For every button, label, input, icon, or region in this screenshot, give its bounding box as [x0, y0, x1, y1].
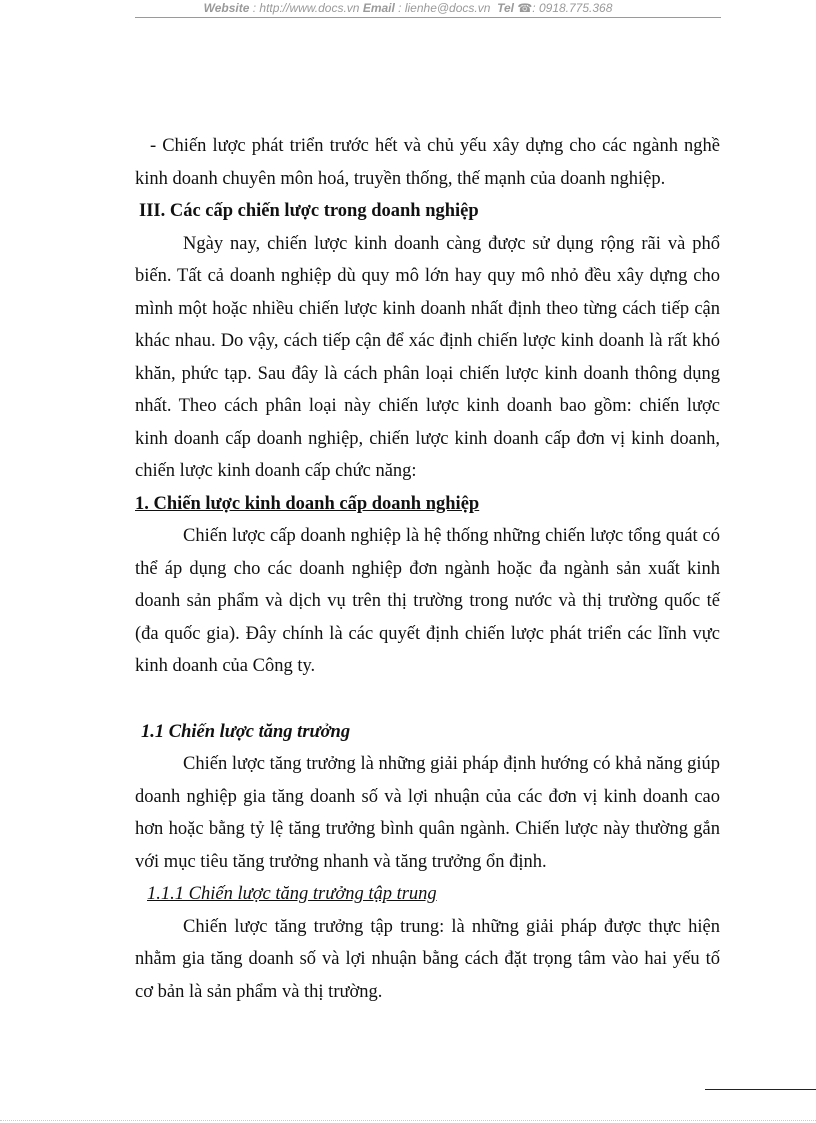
paragraph-corporate-strategy: Chiến lược cấp doanh nghiệp là hệ thống những chiến lược tổng quát có thể áp dụng cho các doanh nghiệp đơn ngành hoặc đa ngành sản xuất kinh doanh sản phẩm và dịch vụ trên thị trường trong nước và thị trường quốc tế (đa quốc gia). Đây chính là các quyết định chiến lược phát triển các lĩnh vực kinh doanh của Công ty. — [135, 526, 720, 676]
website-url[interactable]: http://www.docs.vn — [259, 1, 360, 15]
phone-icon: ☎ — [517, 1, 533, 15]
heading-section-iii: III. Các cấp chiến lược trong doanh nghiệp — [139, 201, 479, 221]
email-separator: : — [394, 1, 405, 15]
heading-section-1-1-1: 1.1.1 Chiến lược tăng trưởng tập trung — [147, 884, 437, 904]
website-label: Website — [203, 1, 250, 15]
heading-section-1: 1. Chiến lược kinh doanh cấp doanh nghiệp — [135, 493, 480, 514]
heading-section-1-1: 1.1 Chiến lược tăng trưởng — [141, 721, 351, 742]
footnote-divider — [705, 1089, 816, 1090]
header-divider — [135, 17, 721, 18]
paragraph-overview: Ngày nay, chiến lược kinh doanh càng được sử dụng rộng rãi và phổ biến. Tất cả doanh nghiệp dù quy mô lớn hay quy mô nhỏ đều xây dựng cho mình một hoặc nhiều chiến lược kinh doanh nhất định theo từng cách tiếp cận khác nhau. Do vậy, cách tiếp cận để xác định chiến lược kinh doanh là rất khó khăn, phức tạp. Sau đây là cách phân loại chiến lược kinh doanh thông dụng nhất. Theo cách phân loại này chiến lược kinh doanh bao gồm: chiến lược kinh doanh cấp doanh nghiệp, chiến lược kinh doanh cấp đơn vị kinh doanh, chiến lược kinh doanh cấp chức năng: — [135, 233, 720, 481]
phone-number: : 0918.775.368 — [532, 1, 613, 15]
page-bottom-border — [0, 1120, 816, 1121]
tel-label: Tel — [497, 1, 514, 15]
document-body — [135, 130, 720, 1008]
paragraph-growth-strategy: Chiến lược tăng trưởng là những giải pháp định hướng có khả năng giúp doanh nghiệp gia tăng doanh số và lợi nhuận của các đơn vị kinh doanh cao hơn hoặc bằng tỷ lệ tăng trưởng bình quân ngành. Chiến lược này thường gắn với mục tiêu tăng trưởng nhanh và tăng trưởng ổn định. — [135, 754, 720, 872]
spacer — [135, 683, 720, 716]
paragraph-intro: - Chiến lược phát triển trước hết và chủ yếu xây dựng cho các ngành nghề kinh doanh chuyên môn hoá, truyền thống, thế mạnh của doanh nghiệp. — [135, 136, 720, 189]
website-separator: : — [249, 1, 260, 15]
email-label: Email — [362, 1, 395, 15]
email-address[interactable]: lienhe@docs.vn — [404, 1, 491, 15]
paragraph-concentrated-growth: Chiến lược tăng trưởng tập trung: là những giải pháp được thực hiện nhằm gia tăng doanh số và lợi nhuận bằng cách đặt trọng tâm vào hai yếu tố cơ bản là sản phẩm và thị trường. — [135, 916, 720, 1002]
